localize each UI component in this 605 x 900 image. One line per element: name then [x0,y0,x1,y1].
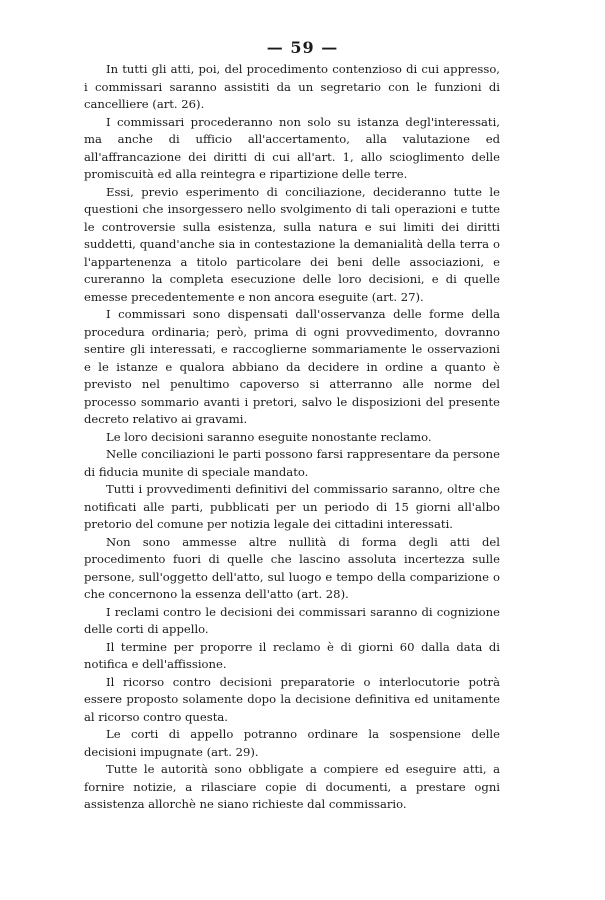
paragraph: Tutte le autorità sono obbligate a compiere ed eseguire atti, a fornire notizie, a rilasciare copie di documenti, a prestare ogni assistenza allorchè ne siano richieste dal commissario. [84,762,500,811]
paragraph: I commissari procederanno non solo su istanza degl'interessati, ma anche di ufficio all'accertamento, alla valutazione ed all'affrancazione dei diritti di cui all'art. 1, allo scioglimento delle promiscuità ed alla reintegra e ripartizione delle terre. [84,114,500,181]
paragraph: Tutti i provvedimenti definitivi del commissario saranno, oltre che notificati alle parti, pubblicati per un periodo di 15 giorni all'albo pretorio del comune per notizia legale dei cittadini interessati. [84,482,500,531]
body-text [84,61,500,814]
page-number: — 59 — [266,38,339,57]
paragraph: I commissari sono dispensati dall'osservanza delle forme della procedura ordinaria; però, prima di ogni provvedimento, dovranno sentire gli interessati, e raccoglierne sommariamente le osservazioni e le istanze e qualora abbiano da decidere in ordine a quanto è previsto nel penultimo capoverso si atterranno alle norme del processo sommario avanti i pretori, salvo le disposizioni del presente decreto relativo ai gravami. [84,307,500,426]
paragraph: In tutti gli atti, poi, del procedimento contenzioso di cui appresso, i commissari saranno assistiti da un segretario con le funzioni di cancelliere (art. 26). [84,62,500,111]
paragraph: Il ricorso contro decisioni preparatorie o interlocutorie potrà essere proposto solamente dopo la decisione definitiva ed unitamente al ricorso contro questa. [84,674,500,724]
paragraph: Le loro decisioni saranno eseguite nonostante reclamo. [106,429,432,444]
paragraph: Non sono ammesse altre nullità di forma degli atti del procedimento fuori di quelle che lascino assoluta incertezza sulle persone, sull'oggetto dell'atto, sul luogo e tempo della comparizione o che concernono la essenza dell'atto (art. 28). [84,534,500,601]
paragraph: Il termine per proporre il reclamo è di giorni 60 dalla data di notifica e dell'affissione. [84,639,500,671]
paragraph: Le corti di appello potranno ordinare la sospensione delle decisioni impugnate (art. 29). [84,727,500,759]
paragraph: I reclami contro le decisioni dei commissari saranno di cognizione delle corti di appello. [84,604,500,636]
paragraph: Essi, previo esperimento di conciliazione, decideranno tutte le questioni che insorgessero nello svolgimento di tali operazioni e tutte le controversie sulla esistenza, sulla natura e sui limiti dei diritti suddetti, quand'anche sia in contestazione la demanialità della terra o l'appartenenza a titolo particolare dei beni delle associazioni, e cureranno la completa esecuzione delle loro decisioni, e di quelle emesse precedentemente e non ancora eseguite (art. 27). [84,184,500,304]
paragraph: Nelle conciliazioni le parti possono farsi rappresentare da persone di fiducia munite di speciale mandato. [84,447,500,479]
